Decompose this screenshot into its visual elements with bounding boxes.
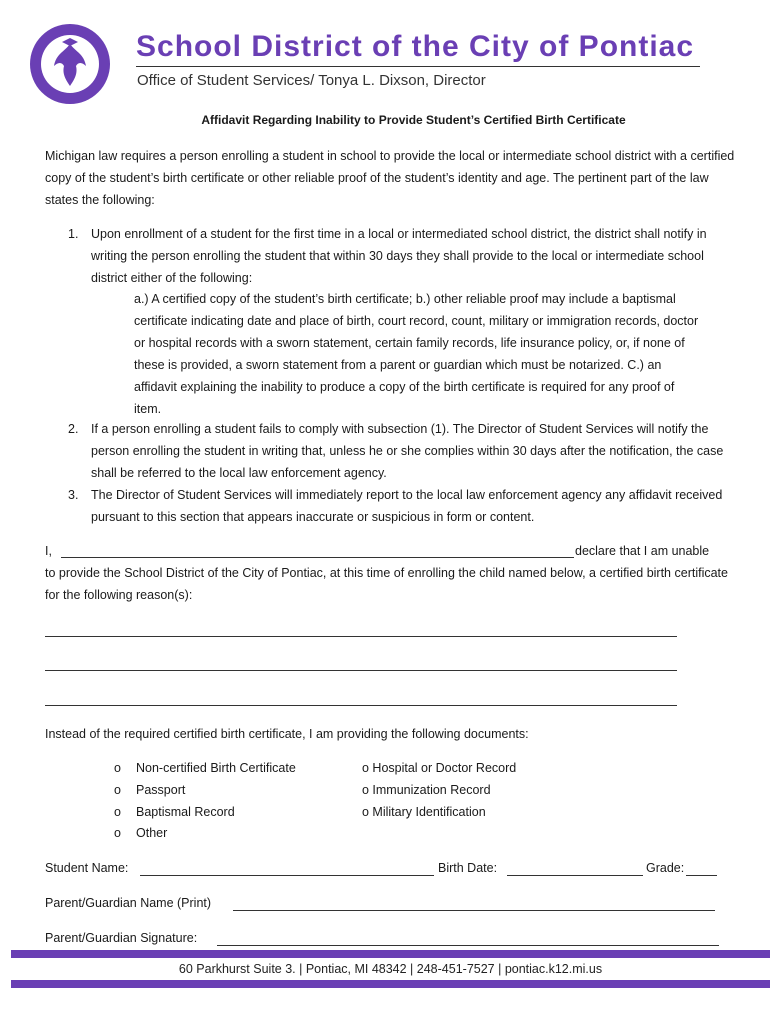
option-hospital-or-doctor-record[interactable]: o Hospital or Doctor Record (362, 761, 517, 775)
option-baptismal-record[interactable]: Baptismal Record (136, 805, 235, 819)
reason-line-1[interactable] (45, 636, 677, 637)
list-item-2: If a person enrolling a student fails to comply with subsection (1). The Director of Student Services will notify the person enrolling the student in writing that, unless he or she complies within 30 days after the notification, the case shall be referred to the local law enforcement agency. (91, 422, 724, 480)
list-subitem (134, 288, 704, 420)
providing-text: Instead of the required certified birth certificate, I am providing the following documents: (45, 727, 529, 741)
footer-bar-bottom (11, 980, 770, 988)
declare-suffix: declare that I am unable (575, 544, 710, 558)
student-name-label: Student Name: (45, 861, 129, 875)
option-bullet: o (114, 826, 121, 840)
list-item-3: The Director of Student Services will immediately report to the local law enforcement agency any affidavit received pursuant to this section that appears inaccurate or suspicious in form or content. (91, 488, 723, 524)
footer-bar-top (11, 950, 770, 958)
reason-line-2[interactable] (45, 670, 677, 671)
option-bullet: o (114, 805, 121, 819)
option-non-certified-birth-certificate[interactable]: Non-certified Birth Certificate (136, 761, 296, 775)
option-immunization-record[interactable]: o Immunization Record (362, 783, 491, 797)
declarant-name-line[interactable] (61, 557, 574, 558)
page-subtitle: Office of Student Services/ Tonya L. Dixson, Director (137, 72, 486, 89)
birth-date-field[interactable] (507, 875, 643, 876)
guardian-name-field[interactable] (233, 910, 715, 911)
page-title: School District of the City of Pontiac (136, 30, 695, 63)
document-heading: Affidavit Regarding Inability to Provide Student’s Certified Birth Certificate (201, 113, 626, 127)
guardian-name-label: Parent/Guardian Name (Print) (45, 896, 212, 910)
option-bullet: o (114, 783, 121, 797)
grade-label: Grade: (646, 861, 685, 875)
grade-field[interactable] (686, 875, 717, 876)
footer-address: 60 Parkhurst Suite 3. | Pontiac, MI 48342 | 248-451-7527 | pontiac.k12.mi.us (178, 962, 603, 976)
list-item-1: Upon enrollment of a student for the first time in a local or intermediated school district, the district shall notify in writing the person enrolling the student that within 30 days they shall provide to the local or intermediate school district either of the following: (91, 227, 707, 285)
reason-line-3[interactable] (45, 705, 677, 706)
option-military-identification[interactable]: o Military Identification (362, 805, 486, 819)
title-divider (136, 66, 700, 67)
subitem-text: a.) A certified copy of the student’s birth certificate; b.) other reliable proof may include a baptismal certificate indicating date and place of birth, court record, count, military or immigration records, doctor or hospital records with a sworn statement, certain family records, life insurance policy, or, if none of these is provided, a sworn statement from a parent or guardian which must be notarized. C.) an affidavit explaining the inability to produce a copy of the birth certificate is required for any proof of item. (134, 292, 699, 416)
list-number-1: 1. (68, 227, 79, 241)
birth-date-label: Birth Date: (438, 861, 498, 875)
declare-paragraph: to provide the School District of the City of Pontiac, at this time of enrolling the child named below, a certified birth certificate for the following reason(s): (45, 566, 728, 602)
list-number-2: 2. (68, 422, 79, 436)
option-other[interactable]: Other (136, 826, 168, 840)
student-name-field[interactable] (140, 875, 434, 876)
option-bullet: o (114, 761, 121, 775)
list-number-3: 3. (68, 488, 79, 502)
option-passport[interactable]: Passport (136, 783, 186, 797)
district-logo (28, 22, 112, 106)
declare-prefix: I, (45, 544, 52, 558)
guardian-signature-field[interactable] (217, 945, 719, 946)
guardian-signature-label: Parent/Guardian Signature: (45, 931, 198, 945)
intro-paragraph: Michigan law requires a person enrolling a student in school to provide the local or intermediate school district with a certified copy of the student’s birth certificate or other reliable proof of the student’s identity and age. The pertinent part of the law states the following: (45, 149, 735, 207)
